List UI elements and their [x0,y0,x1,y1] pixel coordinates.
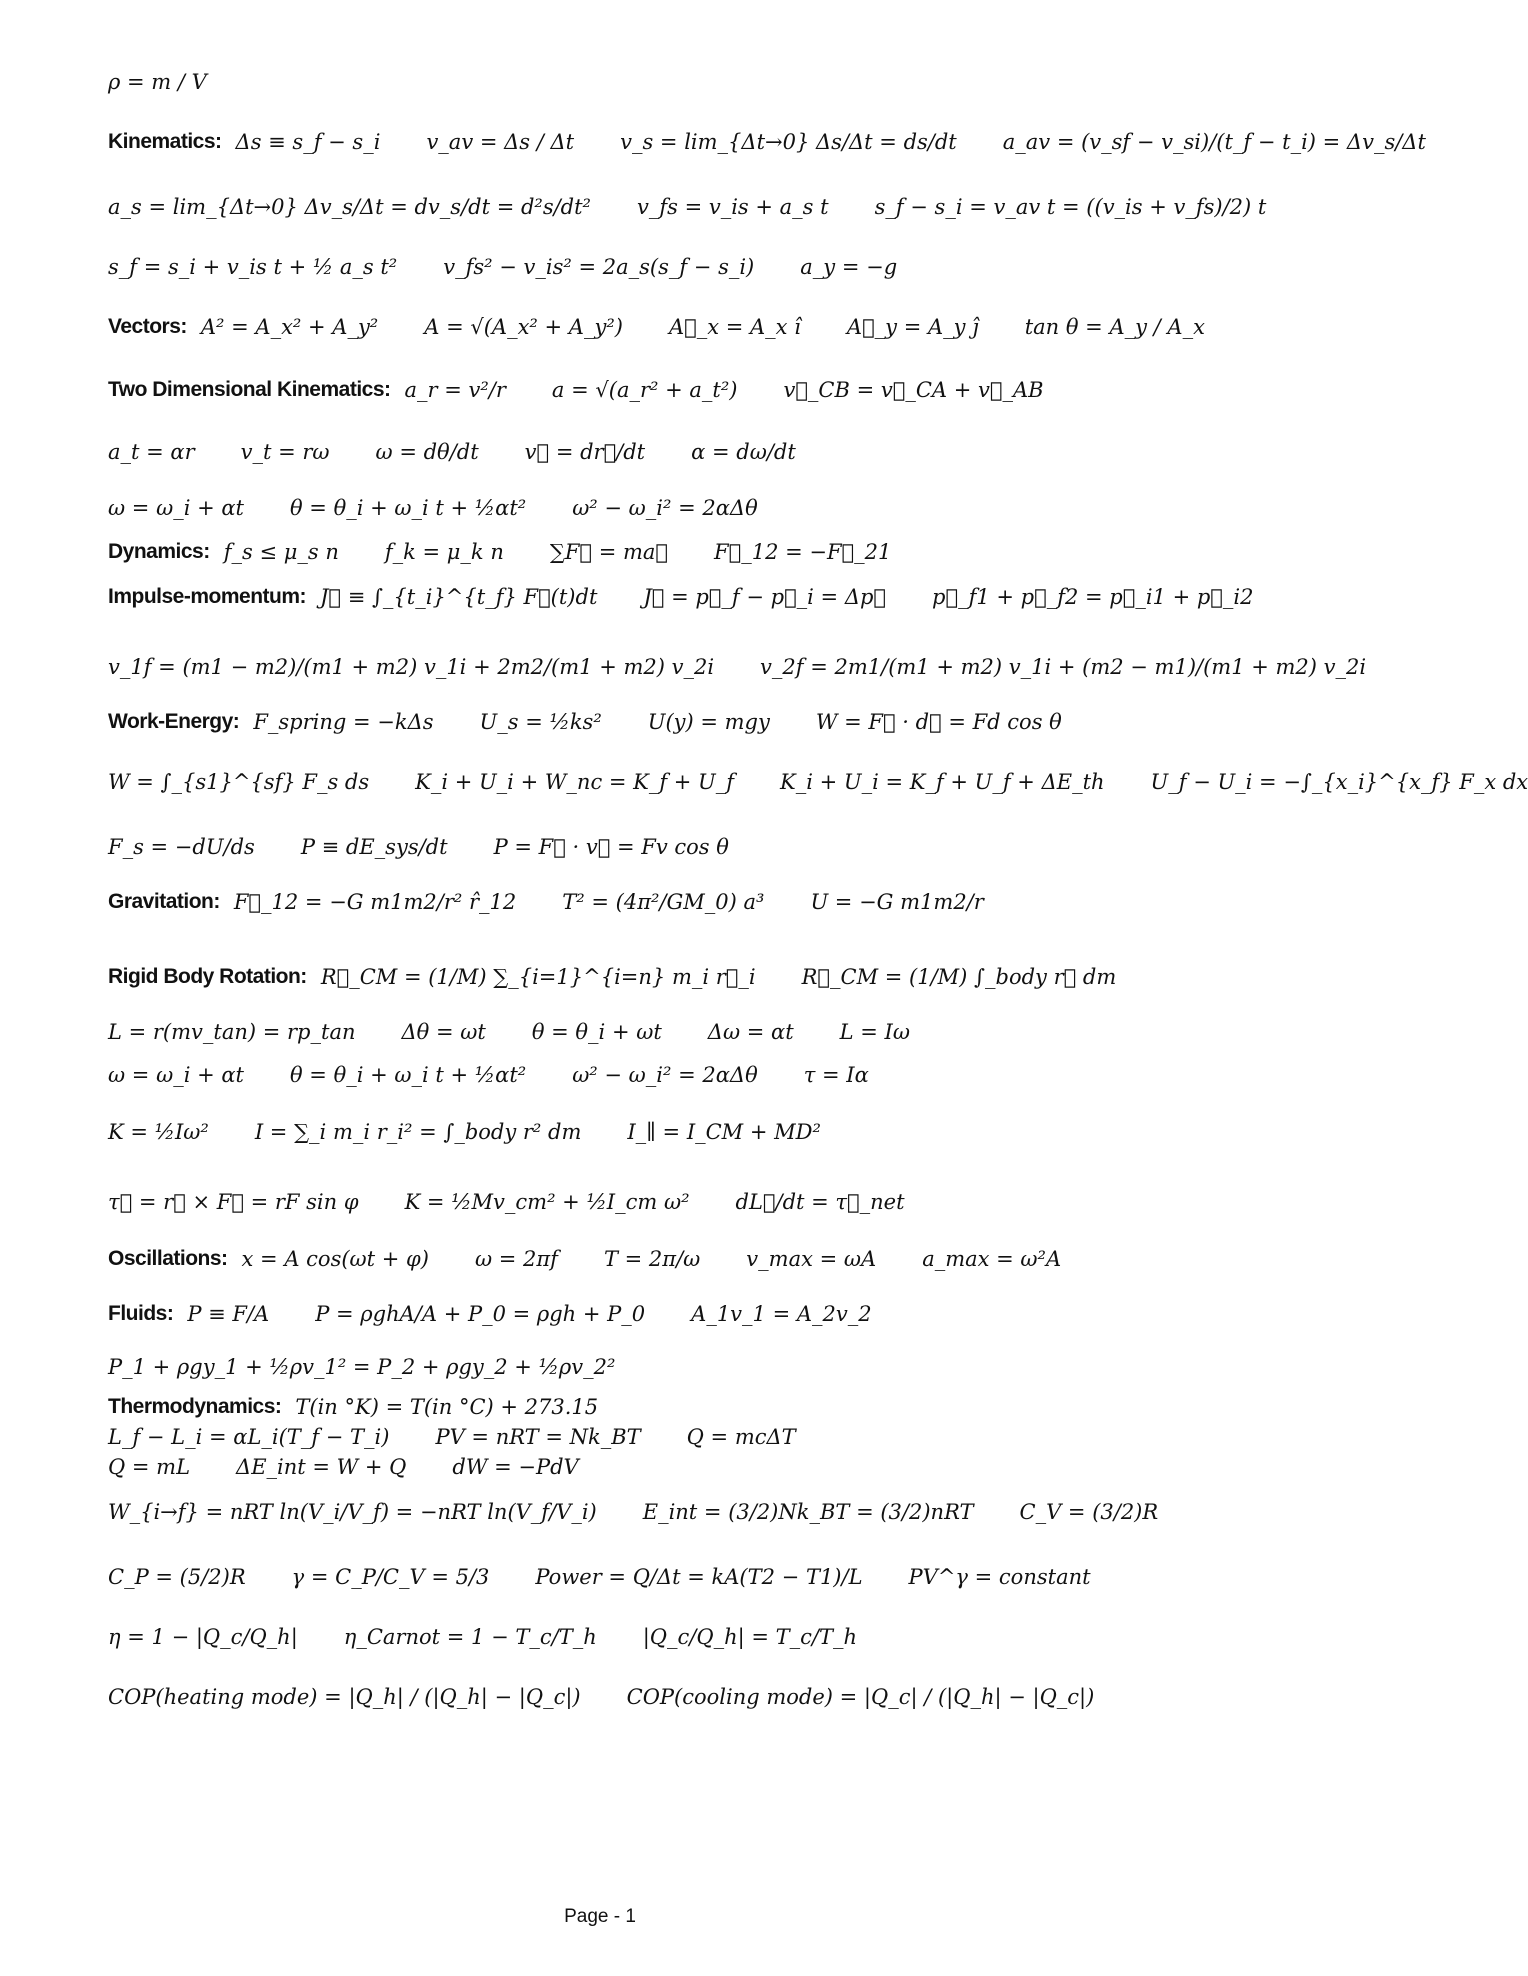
equation: ∑F⃗ = ma⃗ [549,540,669,564]
equation: η_Carnot = 1 − T_c/T_h [343,1625,597,1649]
equation-line [108,835,729,859]
equation-line [108,255,897,279]
equation: ω = 2πf [474,1247,558,1271]
equation: E_int = (3/2)Nk_BT = (3/2)nRT [642,1500,974,1524]
equation: ΔE_int = W + Q [236,1455,407,1479]
equation: T(in °K) = T(in °C) + 273.15 [295,1395,599,1419]
equation: v_av = Δs / Δt [426,130,575,154]
equation: A² = A_x² + A_y² [200,315,379,339]
equation: F_spring = −kΔs [253,710,434,734]
equation: θ = θ_i + ω_i t + ½αt² [289,496,527,520]
section-heading: Dynamics: [108,540,210,563]
equation: U_s = ½ks² [479,710,602,734]
page-number: Page - 1 [564,1906,636,1927]
equation: COP(heating mode) = |Q_h| / (|Q_h| − |Q_c|) [108,1685,581,1709]
equation: v_2f = 2m1/(m1 + m2) v_1i + (m2 − m1)/(m1 + m2) v_2i [760,655,1367,679]
equation: Power = Q/Δt = kA(T2 − T1)/L [535,1565,863,1589]
section-heading: Thermodynamics: [108,1395,282,1418]
equation: ω² − ω_i² = 2αΔθ [572,1063,758,1087]
equation-line [108,1355,615,1379]
equation: v_s = lim_{Δt→0} Δs/Δt = ds/dt [620,130,957,154]
equation-line [108,1565,1091,1589]
equation: I = ∑_i m_i r_i² = ∫_body r² dm [254,1120,582,1144]
equation: L = Iω [839,1020,910,1044]
equation: F_s = −dU/ds [108,835,255,859]
equation: T = 2π/ω [603,1247,701,1271]
equation-line-density [108,70,207,94]
equation: A⃗_y = A_y ĵ [846,315,979,339]
section-heading: Two Dimensional Kinematics: [108,378,391,401]
equation: W_{i→f} = nRT ln(V_i/V_f) = −nRT ln(V_f/V_i) [108,1500,597,1524]
section-heading: Impulse-momentum: [108,585,307,608]
equation: F⃗_12 = −F⃗_21 [714,540,892,564]
equation: J⃗ ≡ ∫_{t_i}^{t_f} F⃗(t)dt [320,585,598,609]
equation: γ = C_P/C_V = 5/3 [291,1565,490,1589]
equation-line [108,770,1528,794]
equation: U_f − U_i = −∫_{x_i}^{x_f} F_x dx [1150,770,1528,794]
equation: v_t = rω [240,440,330,464]
equation: τ = Iα [803,1063,869,1087]
section-two-dimensional-kinematics [108,378,1044,402]
equation: P = ρghA/A + P_0 = ρgh + P_0 [315,1302,646,1326]
equation: τ⃗ = r⃗ × F⃗ = rF sin φ [108,1190,359,1214]
equation: Δs ≡ s_f − s_i [235,130,381,154]
section-kinematics [108,130,1426,154]
equation: s_f − s_i = v_av t = ((v_is + v_fs)/2) t [874,195,1267,219]
equation: Q = mL [108,1455,191,1479]
equation: θ = θ_i + ω_i t + ½αt² [289,1063,527,1087]
equation: PV = nRT = Nk_BT [435,1425,641,1449]
equation: ω² − ω_i² = 2αΔθ [572,496,758,520]
equation-line [108,1425,796,1449]
equation: U = −G m1m2/r [810,890,984,914]
equation: s_f = s_i + v_is t + ½ a_s t² [108,255,398,279]
equation-line [108,1625,857,1649]
equation: η = 1 − |Q_c/Q_h| [108,1625,298,1649]
equation-line [108,655,1366,679]
equation: A_1v_1 = A_2v_2 [691,1302,872,1326]
equation: tan θ = A_y / A_x [1024,315,1205,339]
equation: a_r = v²/r [404,378,506,402]
equation: v_fs = v_is + a_s t [636,195,829,219]
section-heading: Work-Energy: [108,710,240,733]
equation: K = ½Iω² [108,1120,209,1144]
equation: dW = −PdV [452,1455,579,1479]
equation-line [108,1020,910,1044]
equation: v_max = ωA [746,1247,877,1271]
equation: a_s = lim_{Δt→0} Δv_s/Δt = dv_s/dt = d²s/dt² [108,195,591,219]
equation: v_fs² − v_is² = 2a_s(s_f − s_i) [443,255,755,279]
equation: A = √(A_x² + A_y²) [424,315,623,339]
equation: Δθ = ωt [401,1020,486,1044]
equation-line [108,195,1266,219]
equation: a = √(a_r² + a_t²) [551,378,738,402]
section-rigid-body-rotation [108,965,1116,989]
equation-line [108,1063,869,1087]
equation: f_s ≤ μ_s n [223,540,339,564]
equation: W = ∫_{s1}^{sf} F_s ds [108,770,370,794]
equation: U(y) = mgy [647,710,770,734]
equation: ω = ω_i + αt [108,1063,244,1087]
equation-line [108,1455,579,1479]
section-heading: Oscillations: [108,1247,228,1270]
equation: K_i + U_i + W_nc = K_f + U_f [415,770,735,794]
section-heading: Gravitation: [108,890,220,913]
section-heading: Fluids: [108,1302,174,1325]
section-impulse-momentum [108,585,1254,609]
equation: K_i + U_i = K_f + U_f + ΔE_th [780,770,1105,794]
section-gravitation [108,890,984,914]
equation: a_t = αr [108,440,195,464]
equation: p⃗_f1 + p⃗_f2 = p⃗_i1 + p⃗_i2 [932,585,1254,609]
equation-density: ρ = m / V [108,70,207,94]
equation: K = ½Mv_cm² + ½I_cm ω² [404,1190,690,1214]
equation-line [108,1685,1094,1709]
section-work-energy [108,710,1062,734]
equation: a_av = (v_sf − v_si)/(t_f − t_i) = Δv_s/Δt [1002,130,1426,154]
section-fluids [108,1302,872,1326]
section-vectors [108,315,1205,339]
equation: COP(cooling mode) = |Q_c| / (|Q_h| − |Q_c|) [626,1685,1095,1709]
section-oscillations [108,1247,1061,1271]
equation: W = F⃗ · d⃗ = Fd cos θ [815,710,1062,734]
equation: Δω = αt [707,1020,794,1044]
equation: T² = (4π²/GM_0) a³ [562,890,765,914]
equation: A⃗_x = A_x î [668,315,801,339]
equation: a_max = ω²A [922,1247,1062,1271]
equation: v_1f = (m1 − m2)/(m1 + m2) v_1i + 2m2/(m1 + m2) v_2i [108,655,715,679]
equation-line [108,496,758,520]
equation: a_y = −g [800,255,898,279]
equation: I_∥ = I_CM + MD² [627,1120,821,1144]
equation: R⃗_CM = (1/M) ∫_body r⃗ dm [801,965,1117,989]
section-heading: Vectors: [108,315,187,338]
equation-line [108,1500,1158,1524]
equation: ω = dθ/dt [375,440,479,464]
equation: C_V = (3/2)R [1019,1500,1159,1524]
equation: dL⃗/dt = τ⃗_net [735,1190,905,1214]
equation: α = dω/dt [691,440,796,464]
equation: ω = ω_i + αt [108,496,244,520]
equation: v⃗_CB = v⃗_CA + v⃗_AB [783,378,1044,402]
equation: C_P = (5/2)R [108,1565,246,1589]
equation: v⃗ = dr⃗/dt [524,440,646,464]
equation: R⃗_CM = (1/M) ∑_{i=1}^{i=n} m_i r⃗_i [320,965,756,989]
equation-line [108,1190,905,1214]
equation: Q = mcΔT [686,1425,796,1449]
section-heading: Kinematics: [108,130,222,153]
section-heading: Rigid Body Rotation: [108,965,307,988]
equation: x = A cos(ωt + φ) [241,1247,429,1271]
equation: θ = θ_i + ωt [531,1020,662,1044]
equation: f_k = μ_k n [384,540,504,564]
equation: P = F⃗ · v⃗ = Fv cos θ [493,835,729,859]
section-thermodynamics [108,1395,598,1419]
section-dynamics [108,540,891,564]
equation: L = r(mv_tan) = rp_tan [108,1020,356,1044]
equation: P ≡ F/A [187,1302,270,1326]
equation: L_f − L_i = αL_i(T_f − T_i) [108,1425,390,1449]
equation: J⃗ = p⃗_f − p⃗_i = Δp⃗ [643,585,887,609]
equation: PV^γ = constant [908,1565,1091,1589]
equation: P_1 + ρgy_1 + ½ρv_1² = P_2 + ρgy_2 + ½ρv_2² [108,1355,616,1379]
equation: F⃗_12 = −G m1m2/r² r̂_12 [233,890,517,914]
equation: |Q_c/Q_h| = T_c/T_h [642,1625,857,1649]
equation-line [108,1120,821,1144]
equation: P ≡ dE_sys/dt [300,835,448,859]
equation-line [108,440,796,464]
